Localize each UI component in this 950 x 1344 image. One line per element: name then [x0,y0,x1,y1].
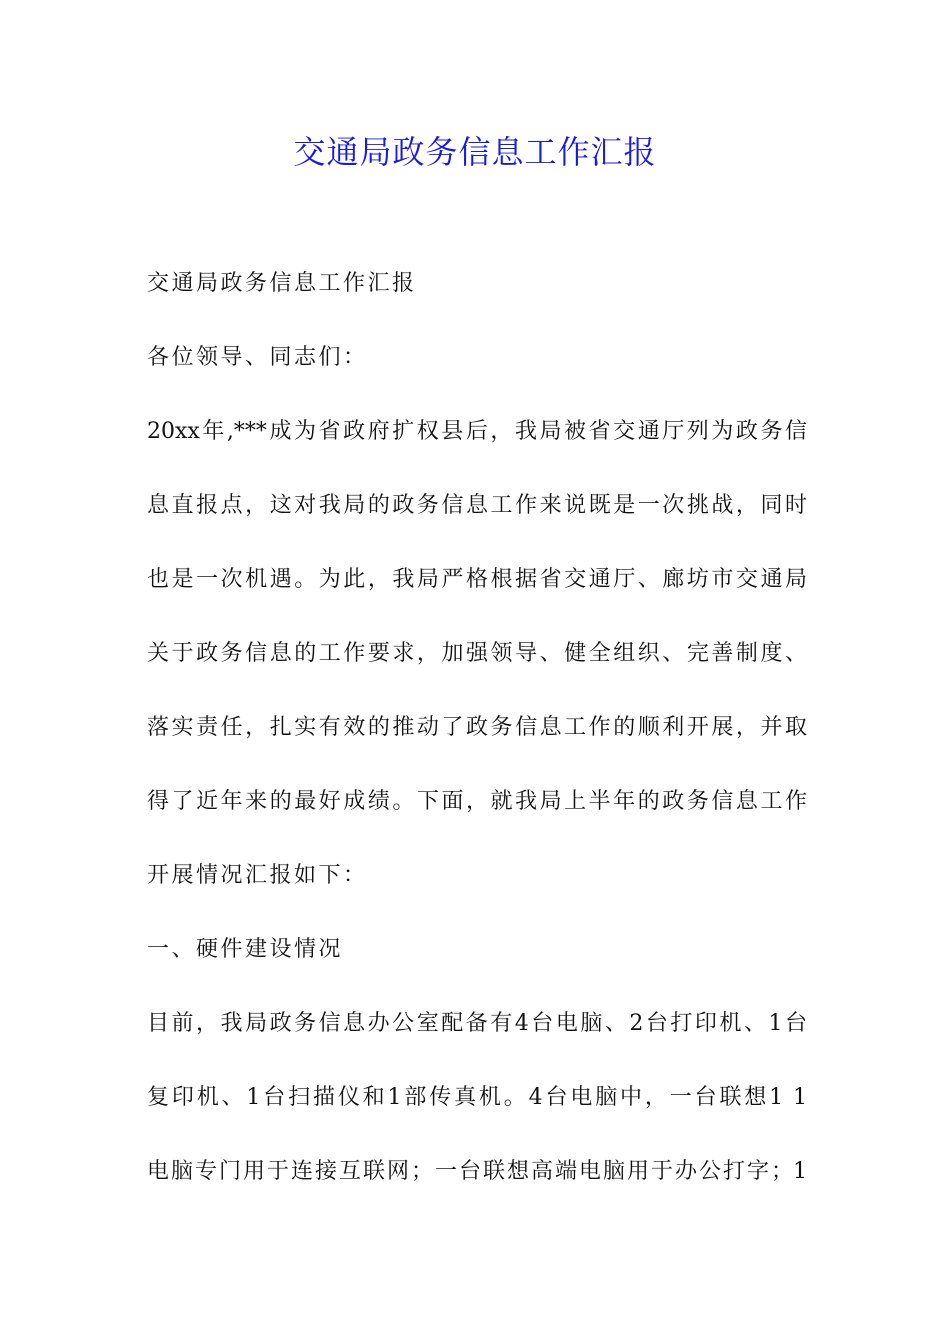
body-line: 交通局政务信息工作汇报 [147,271,417,296]
page-title: 交通局政务信息工作汇报 [293,133,657,171]
body-line: 复印机、1台扫描仪和1部传真机。4台电脑中，一台联想1 1 [147,1085,807,1110]
body-line: 开展情况汇报如下： [147,863,368,888]
body-line: 也是一次机遇。为此，我局严格根据省交通厅、廊坊市交通局 [147,567,807,592]
body-line: 落实责任，扎实有效的推动了政务信息工作的顺利开展，并取 [147,715,807,740]
body-line: 电脑专门用于连接互联网；一台联想高端电脑用于办公打字；1 [147,1159,807,1184]
body-line: 关于政务信息的工作要求，加强领导、健全组织、完善制度、 [147,641,807,666]
body-line: 各位领导、同志们： [147,345,368,370]
body-line: 目前，我局政务信息办公室配备有4台电脑、2台打印机、1台 [147,1011,807,1036]
body-line: 得了近年来的最好成绩。下面，就我局上半年的政务信息工作 [147,789,807,814]
body-line: 20xx年,***成为省政府扩权县后，我局被省交通厅列为政务信 [147,419,807,444]
document-body [147,260,807,1222]
section-heading: 一、硬件建设情况 [147,937,344,962]
body-line: 息直报点，这对我局的政务信息工作来说既是一次挑战，同时 [147,493,807,518]
